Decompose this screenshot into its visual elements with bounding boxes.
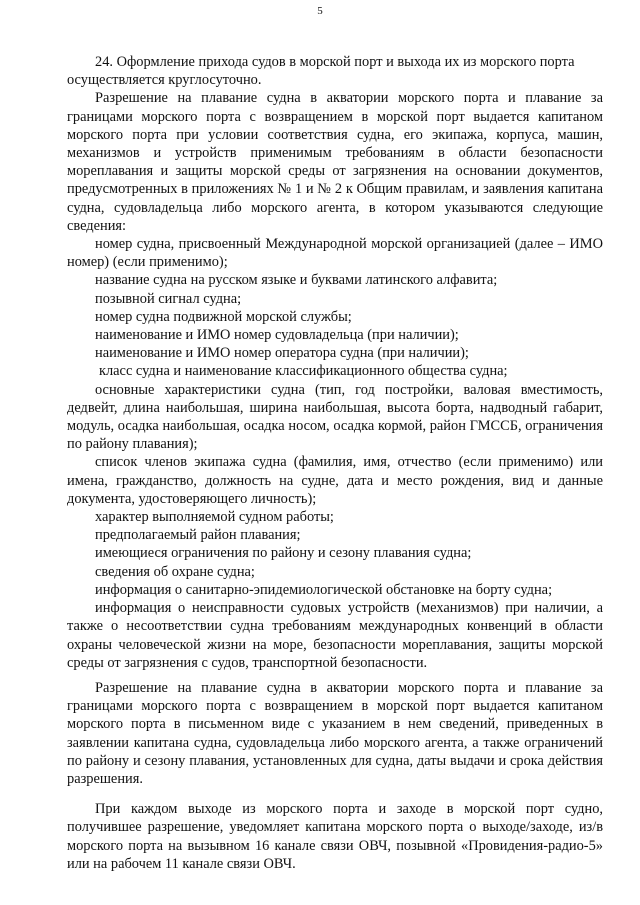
list-item-operator: наименование и ИМО номер оператора судна (при наличии);	[95, 345, 469, 362]
list-item-call-sign: позывной сигнал судна;	[95, 290, 242, 307]
permission-written-paragraph: Разрешение на плавание судна в акватории морского порта и плавание за границами морского порта с возвращением в морской порт выдается капитаном морского порта в письменном виде с указанием в нем сведений, приведенных в заявлении капитана судна, судовладельца либо морского агента, а также ограничений по району и сезону плавания, установленных для судна, даты выдачи и срока действия разрешения.	[67, 679, 603, 787]
permission-intro-paragraph: Разрешение на плавание судна в акватории морского порта и плавание за границами морского порта с возвращением в морской порт выдается капитаном морского порта при условии соответствия судна, его экипажа, корпуса, машин, механизмов и устройств применимым требованиям в области безопасности мореплавания и защиты морской среды от загрязнения на основании документов, предусмотренных в приложениях № 1 и № 2 к Общим правилам, и заявления капитана судна, судовладельца либо морского агента, в котором указываются следующие сведения:	[67, 90, 603, 234]
list-item-characteristics: основные характеристики судна (тип, год постройки, валовая вместимость, дедвейт, длина наибольшая, ширина наибольшая, высота борта, надводный габарит, модуль, осадка наибольшая, осадка носом, осадка кормой, район ГМССБ, ограничения по району плавания);	[67, 381, 603, 453]
departure-notice-paragraph: При каждом выходе из морского порта и заходе в морской порт судно, получившее разрешение, уведомляет капитана морского порта о выходе/заходе, из/в морского порта на вызывном 16 канале связи ОВЧ, позывной «Провидения-радио-5» или на рабочем 11 канале связи ОВЧ.	[67, 801, 603, 872]
list-item-security: сведения об охране судна;	[95, 563, 255, 580]
list-item-owner: наименование и ИМО номер судовладельца (при наличии);	[95, 327, 459, 344]
intro-line-1: 24. Оформление прихода судов в морской порт и выхода их из морского порта	[95, 54, 575, 70]
list-item-malfunctions: информация о неисправности судовых устройств (механизмов) при наличии, а также о несоответствии судна требованиям международных конвенций в области охраны человеческой жизни на море, безопасности мореплавания, защиты морской среды от загрязнения с судов, транспортной безопасности.	[67, 600, 603, 671]
list-item-sanitary: информация о санитарно-эпидемиологической обстановке на борту судна;	[95, 581, 553, 598]
intro-line-2: осуществляется круглосуточно.	[67, 72, 262, 89]
list-item-vessel-name: название судна на русском языке и буквами латинского алфавита;	[95, 272, 498, 289]
list-item-restrictions: имеющиеся ограничения по району и сезону плавания судна;	[95, 545, 472, 562]
page-number: 5	[317, 5, 323, 17]
list-item-work-type: характер выполняемой судном работы;	[95, 509, 334, 526]
list-item-imo-number: номер судна, присвоенный Международной морской организацией (далее – ИМО номер) (если применимо);	[67, 236, 603, 271]
list-item-navigation-area: предполагаемый район плавания;	[95, 527, 301, 544]
list-item-class: класс судна и наименование классификационного общества судна;	[99, 363, 508, 380]
list-item-mobile-service-number: номер судна подвижной морской службы;	[95, 308, 352, 325]
document-body	[67, 53, 603, 873]
list-item-crew-list: список членов экипажа судна (фамилия, имя, отчество (если применимо) или имена, гражданство, должность на судне, дата и место рождения, вид и данные документа, удостоверяющего личность);	[67, 454, 603, 507]
